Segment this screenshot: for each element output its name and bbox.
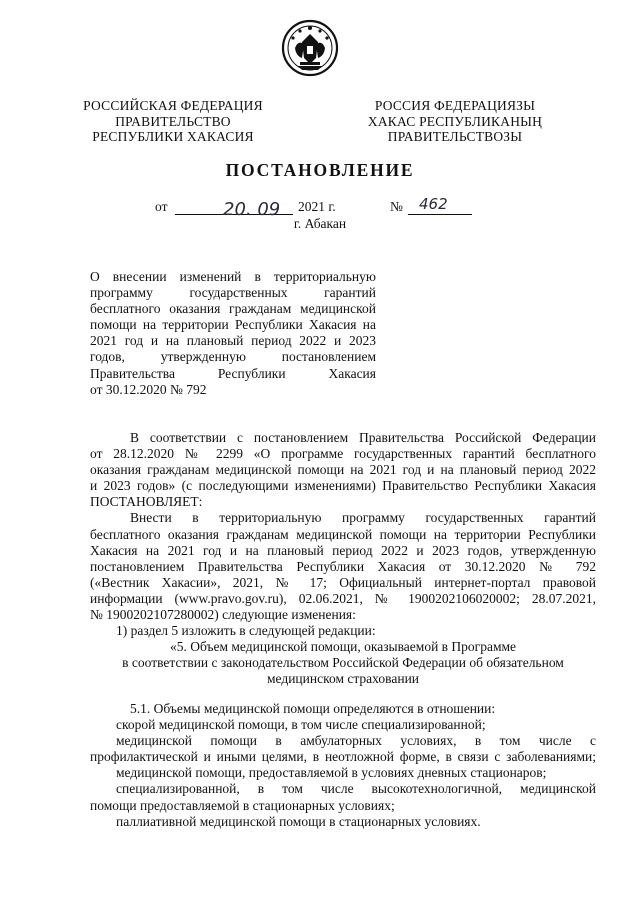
subject-line: бесплатного оказания гражданам медицинской — [90, 301, 376, 317]
list-line: 5.1. Объемы медицинской помощи определяются в отношении: — [130, 701, 496, 716]
body-line: 1) раздел 5 изложить в следующей редакции: — [116, 623, 376, 639]
list-line: специализированной, в том числе высокотехнологичной, медицинской — [116, 781, 596, 797]
header-right-line: ХАКАС РЕСПУБЛИКАНЫҢ — [367, 113, 543, 129]
date-number-line — [155, 195, 485, 220]
header-left-line: ПРАВИТЕЛЬСТВО — [115, 113, 231, 129]
date-handwritten: 20. 09 — [223, 199, 281, 220]
section-title-line: «5. Объем медицинской помощи, оказываемой в Программе — [169, 639, 517, 655]
date-year: 2021 г. — [298, 199, 336, 214]
list-line: медицинской помощи в амбулаторных условиях, в том числе с — [116, 733, 596, 749]
body-line: («Вестник Хакасии», 2021, № 17; Официальный интернет-портал правовой — [90, 574, 596, 590]
document-title: ПОСТАНОВЛЕНИЕ — [225, 160, 415, 180]
body-line: и 2023 годов» (с последующими изменениями) Правительство Республики Хакасия — [90, 478, 596, 494]
body-line: Внести в территориальную программу государственных гарантий — [130, 510, 596, 526]
list-line: паллиативной медицинской помощи в стационарных условиях. — [116, 813, 481, 829]
number-underline — [408, 214, 472, 215]
header-right-line: РОССИЯ ФЕДЕРАЦИЯЗЫ — [374, 98, 536, 113]
body-line: № 1900202107280002) следующие изменения: — [90, 607, 356, 623]
document-subject — [90, 269, 376, 398]
body-line: информации (www.pravo.gov.ru), 02.06.2021, № 1900202106020002; 28.07.2021, — [90, 590, 596, 606]
header-left-line: РЕСПУБЛИКИ ХАКАСИЯ — [92, 129, 254, 144]
number-handwritten: 462 — [419, 195, 448, 213]
subject-line: программу государственных гарантий — [90, 285, 376, 301]
list-line: скорой медицинской помощи, в том числе специализированной; — [116, 717, 486, 733]
body-line: Хакасия на 2021 год и на плановый период 2022 и 2023 годов, утвержденную — [90, 542, 596, 558]
body-line: оказания гражданам медицинской помощи на 2021 год и на плановый период 2022 — [90, 462, 596, 478]
subject-line: от 30.12.2020 № 792 — [90, 381, 207, 397]
coat-of-arms-emblem — [280, 18, 340, 78]
header-khakas — [360, 98, 550, 145]
number-label: № — [390, 199, 403, 214]
subject-line: помощи на территории Республики Хакасия на — [90, 317, 376, 333]
subject-line: Правительства Республики Хакасия — [90, 365, 376, 381]
section-title-line: в соответствии с законодательством Российской Федерации об обязательном — [122, 655, 564, 671]
body-line: ПОСТАНОВЛЯЕТ: — [90, 494, 203, 510]
document-body — [90, 430, 596, 688]
section-title-line: медицинском страховании — [266, 671, 420, 687]
list-line: помощи предоставляемой в стационарных условиях; — [90, 797, 395, 813]
subject-line: годов, утвержденную постановлением — [90, 349, 376, 365]
date-from-label: от — [155, 199, 168, 214]
body-line: В соответствии с постановлением Правительства Российской Федерации — [130, 430, 596, 445]
city-line: г. Абакан — [293, 216, 347, 231]
header-left-line: РОССИЙСКАЯ ФЕДЕРАЦИЯ — [83, 98, 263, 113]
body-line: бесплатного оказания гражданам медицинской помощи на территории Республики — [90, 526, 596, 542]
list-line: профилактической и иными целями, в неотложной форме, в связи с заболеваниями; — [90, 749, 596, 765]
body-line: от 28.12.2020 № 2299 «О программе государственных гарантий бесплатного — [90, 446, 596, 462]
list-line: медицинской помощи, предоставляемой в условиях дневных стационаров; — [116, 765, 547, 781]
subject-line: О внесении изменений в территориальную — [90, 269, 376, 284]
header-russian — [78, 98, 268, 145]
header-right-line: ПРАВИТЕЛЬСТВОЗЫ — [387, 129, 523, 144]
subject-line: 2021 год и на плановый период 2022 и 2023 — [90, 333, 376, 349]
body-line: постановлением Правительства Республики Хакасия от 30.12.2020 № 792 — [90, 558, 596, 574]
volumes-list — [90, 701, 596, 830]
